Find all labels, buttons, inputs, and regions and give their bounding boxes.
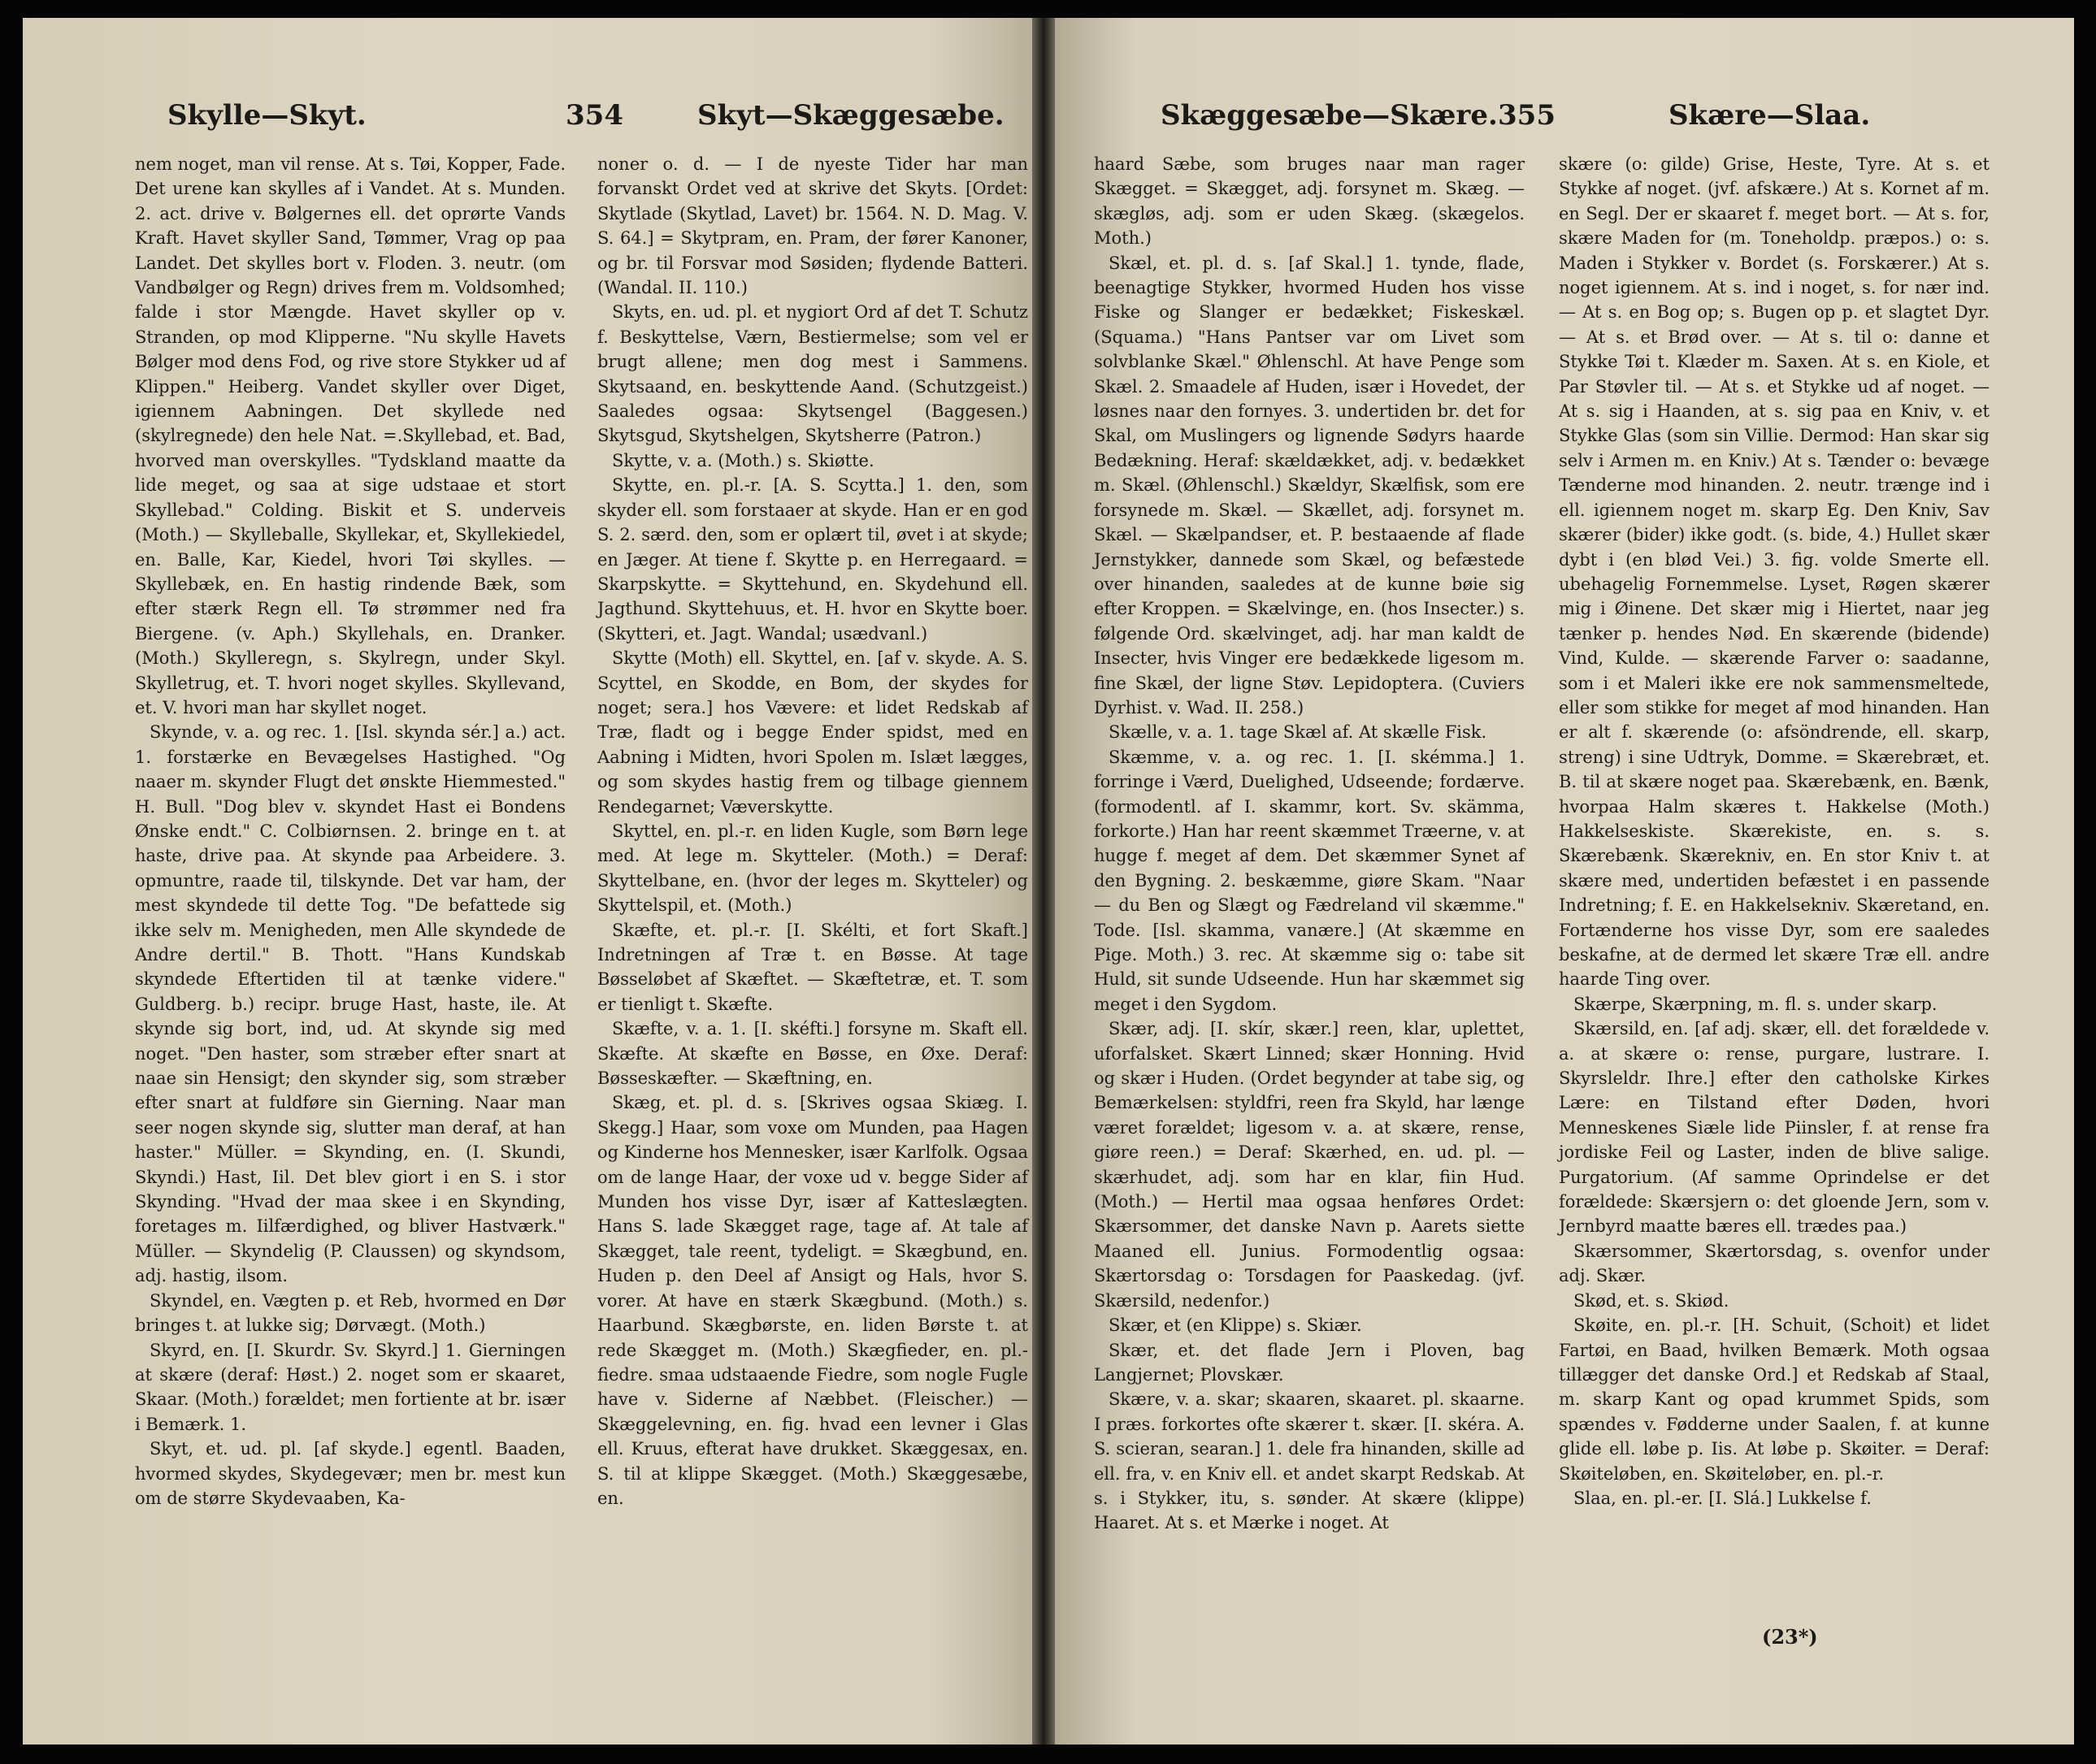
dictionary-entry: Skær, et (en Klippe) s. Skiær. (1109, 1315, 1362, 1336)
dictionary-entry: Skære, v. a. skar; skaaren, skaaret. pl. skaarne. I præs. forkortes ofte skærer t. skær. [I. skéra. A. S. scieran, searan.] 1. dele fra hinanden, skille ad ell. fra, v. en Kniv ell. et andet skarpt Redskab. At s. i Stykker, itu, s. sønder. At skære (klippe) Haaret. At s. et Mærke i noget. At (1094, 1389, 1525, 1533)
left-page-header (23, 99, 1032, 148)
dictionary-entry: Skød, et. s. Skiød. (1573, 1290, 1729, 1311)
dictionary-entry: Skærpe, Skærpning, m. fl. s. under skarp. (1573, 994, 1938, 1014)
dictionary-entry: Skytte, v. a. (Moth.) s. Skiøtte. (612, 450, 874, 470)
right-column-1 (1094, 152, 1525, 1536)
dictionary-entry: Skytte, en. pl.-r. [A. S. Scytta.] 1. den, som skyder ell. som forstaaer at skyde. Han er en god S. 2. særd. den, som er oplært til, øvet i at skyde; en Jæger. At tiene f. Skytte p. en Herregaard. = Skarpskytte. = Skyttehund, en. Skydehund ell. Jagthund. Skyttehuus, et. H. hvor en Skytte boer. (Skytteri, et. Jagt. Wandal; usædvanl.) (597, 475, 1028, 644)
signature-mark: (23*) (1762, 1625, 1818, 1649)
dictionary-entry: Skæl, et. pl. d. s. [af Skal.] 1. tynde, flade, beenagtige Stykker, hvormed Huden hos visse Fiske og Slanger er bedækket; Fiskeskæl. (Squama.) "Hans Pantser var om Livet som solvblanke Skæl." Øhlenschl. At have Penge som Skæl. 2. Smaadele af Huden, især i Hovedet, der løsnes naar den fornyes. 3. undertiden br. det for Skal, om Muslingers og lignende Sødyrs haarde Bedækning. Heraf: skældækket, adj. v. bedækket m. Skæl. (Øhlenschl.) Skældyr, Skælfisk, som ere forsynede m. Skæl. — Skællet, adj. forsynet m. Skæl. — Skælpandser, et. P. bestaaende af flade Jernstykker, dannede som Skæl, og befæstede over hinanden, saaledes at de kunne bøie sig efter Kroppen. = Skælvinge, en. (hos Insecter.) s. følgende Ord. skælvinget, adj. har man kaldt de Insecter, hvis Vinger ere bedækkede ligesom m. fine Skæl, der ligne Støv. Lepidoptera. (Cuviers Dyrhist. v. Wad. II. 258.) (1094, 253, 1525, 717)
dictionary-entry: Skyt, et. ud. pl. [af skyde.] egentl. Baaden, hvormed skydes, Skydegevær; men br. mest kun om de større Skydevaaben, Ka- (135, 1439, 566, 1508)
right-page-header (1055, 99, 2074, 148)
left-page-number: 354 (566, 99, 623, 132)
left-header-catchword-start: Skylle—Skyt. (167, 99, 367, 132)
dictionary-entry: Skytte (Moth) ell. Skyttel, en. [af v. skyde. A. S. Scyttel, en Skodde, en Bom, der skydes for noget; sera.] hos Vævere: et lidet Redskab af Træ, fladt og i begge Ender spidst, med en Aabning i Midten, hvori Spolen m. Islæt lægges, og som skydes hastig frem og tilbage giennem Rendegarnet; Væverskytte. (597, 648, 1028, 817)
left-column-1 (135, 152, 566, 1510)
dictionary-entry: Slaa, en. pl.-er. [I. Slá.] Lukkelse f. (1573, 1488, 1872, 1508)
right-header-catchword-end: Skære—Slaa. (1669, 99, 1871, 132)
dictionary-entry: Skæfte, et. pl.-r. [I. Skélti, et fort Skaft.] Indretningen af Træ t. en Bøsse. At tage Bøsseløbet af Skæftet. — Skæftetræ, et. T. som er tienligt t. Skæfte. (597, 920, 1028, 1014)
right-header-catchword-start: Skæggesæbe—Skære. (1161, 99, 1498, 132)
dictionary-entry: Skælle, v. a. 1. tage Skæl af. At skælle Fisk. (1109, 722, 1487, 743)
dictionary-entry: Skyttel, en. pl.-r. en liden Kugle, som Børn lege med. At lege m. Skytteler. (Moth.) = Deraf: Skyttelbane, en. (hvor der leges m. Skytteler) og Skyttelspil, et. (Moth.) (597, 821, 1028, 916)
dictionary-entry: Skyndel, en. Vægten p. et Reb, hvormed en Dør bringes t. at lukke sig; Dørvægt. (Moth.) (135, 1290, 566, 1336)
dictionary-entry: Skæfte, v. a. 1. [I. skéfti.] forsyne m. Skaft ell. Skæfte. At skæfte en Bøsse, en Øxe. Deraf: Bøsseskæfter. — Skæftning, en. (597, 1019, 1028, 1089)
right-page (1055, 18, 2074, 1744)
text-paragraph: haard Sæbe, som bruges naar man rager Skægget. = Skægget, adj. forsynet m. Skæg. — skægløs, adj. som er uden Skæg. (skægelos. Moth.) (1094, 154, 1525, 249)
left-header-catchword-end: Skyt—Skæggesæbe. (697, 99, 1005, 132)
book-gutter (1032, 18, 1055, 1744)
dictionary-entry: Skyts, en. ud. pl. et nygiort Ord af det T. Schutz f. Beskyttelse, Værn, Bestiermelse; som vel er brugt allene; men dog mest i Sammens. Skytsaand, en. beskyttende Aand. (Schutzgeist.) Saaledes ogsaa: Skytsengel (Baggesen.) Skytsgud, Skytshelgen, Skytsherre (Patron.) (597, 302, 1028, 446)
dictionary-entry: Skæg, et. pl. d. s. [Skrives ogsaa Skiæg. I. Skegg.] Haar, som voxe om Munden, paa Hagen og Kinderne hos Mennesker, især Karlfolk. Ogsaa om de lange Haar, der voxe ud v. begge Sider af Munden hos visse Dyr, især af Katteslægten. Hans S. lade Skægget rage, tage af. At tale af Skægget, tale reent, tydeligt. = Skægbund, en. Huden p. den Deel af Ansigt og Hals, hvor S. vorer. At have en stærk Skægbund. (Moth.) s. Haarbund. Skægbørste, en. liden Børste t. at rede Skægget m. (Moth.) Skægfieder, en. pl.-fiedre. smaa udstaaende Fiedre, som nogle Fugle have v. Siderne af Næbbet. (Fleischer.) — Skæggelevning, en. fig. hvad een levner i Glas ell. Kruus, efterat have drukket. Skæggesax, en. S. til at klippe Skægget. (Moth.) Skæggesæbe, en. (597, 1093, 1028, 1508)
text-paragraph: noner o. d. — I de nyeste Tider har man forvanskt Ordet ved at skrive det Skyts. [Ordet: Skytlade (Skytlad, Lavet) br. 1564. N. D. Mag. V. S. 64.] = Skytpram, en. Pram, der fører Kanoner, og br. til Forsvar mod Søsiden; flydende Batteri. (Wandal. II. 110.) (597, 154, 1028, 298)
right-column-2 (1559, 152, 1990, 1510)
text-paragraph: nem noget, man vil rense. At s. Tøi, Kopper, Fade. Det urene kan skylles af i Vandet. At s. Munden. 2. act. drive v. Bølgernes ell. det oprørte Vands Kraft. Havet skyller Sand, Tømmer, Vrag op paa Landet. Det skylles bort v. Floden. 3. neutr. (om Vandbølger og Regn) drives frem m. Voldsomhed; falde i stor Mængde. Havet skyller op v. Stranden, op mod Klipperne. "Nu skylle Havets Bølger mod dens Fod, og rive store Stykker ud af Klippen." Heiberg. Vandet skyller over Diget, igiennem Aabningen. Det skyllede ned (skylregnede) den hele Nat. =.Skyllebad, et. Bad, hvorved man overskylles. "Tydskland maatte da lide meget, og saa at sige udstaae et stort Skyllebad." Colding. Biskit et S. underveis (Moth.) — Skylleballe, Skyllekar, et, Skyllekiedel, en. Balle, Kar, Kiedel, hvori Tøi skylles. — Skyllebæk, en. En hastig rindende Bæk, som efter stærk Regn ell. Tø strømmer ned fra Biergene. (v. Aph.) Skyllehals, en. Dranker. (Moth.) Skylleregn, s. Skylregn, under Skyl. Skylletrug, et. T. hvori noget skylles. Skyllevand, et. V. hvori man har skyllet noget. (135, 154, 566, 717)
right-page-number: 355 (1498, 99, 1556, 132)
dictionary-entry: Skynde, v. a. og rec. 1. [Isl. skynda sér.] a.) act. 1. forstærke en Bevægelses Hastighed. "Og naaer m. skynder Flugt det ønskte Hiemmested." H. Bull. "Dog blev v. skyndet Hast ei Bondens Ønske endt." C. Colbiørnsen. 2. bringe en t. at haste, drive paa. At skynde paa Arbeidere. 3. opmuntre, raade til, tilskynde. Det var ham, der mest skyndede til dette Tog. "De befattede sig ikke selv m. Menigheden, men Alle skyndede de Andre dertil." B. Thott. "Hans Kundskab skyndede Eftertiden til at tænke videre." Guldberg. b.) recipr. bruge Hast, haste, ile. At skynde sig bort, ind, ud. At skynde sig med noget. "Den haster, som stræber efter snart at naae sin Hensigt; den skynder sig, som stræber efter snart at fuldføre sin Gierning. Naar man seer nogen skynde sig, slutter man deraf, at han haster." Müller. = Skynding, en. (I. Skundi, Skyndi.) Hast, Iil. Det blev giort i en S. i stor Skynding. "Hvad der maa skee i en Skynding, foretages m. Iilfærdighed, og bliver Hastværk." Müller. — Skyndelig (P. Claussen) og skyndsom, adj. hastig, ilsom. (135, 722, 566, 1286)
dictionary-entry: Skær, adj. [I. skír, skær.] reen, klar, uplettet, uforfalsket. Skært Linned; skær Honning. Hvid og skær i Huden. (Ordet begynder at tabe sig, og Bemærkelsen: styldfri, reen fra Skyld, har længe været forældet; ligesom v. a. at skære, rense, giøre reen.) = Deraf: Skærhed, en. ud. pl. — skærhudet, adj. som har en klar, fiin Hud. (Moth.) — Hertil maa ogsaa henføres Ordet: Skærsommer, det danske Navn p. Aarets siette Maaned ell. Junius. Formodentlig ogsaa: Skærtorsdag o: Torsdagen for Paaskedag. (jvf. Skærsild, nedenfor.) (1094, 1019, 1525, 1311)
text-paragraph: skære (o: gilde) Grise, Heste, Tyre. At s. et Stykke af noget. (jvf. afskære.) At s. Kornet af m. en Segl. Der er skaaret f. meget bort. — At s. for, skære Maden for (m. Toneholdp. præpos.) o: s. Maden i Stykker v. Bordet (s. Forskærer.) At s. noget igiennem. At s. ind i noget, s. for nær ind. — At s. en Bog op; s. Bugen op p. et slagtet Dyr. — At s. et Brød over. — At s. til o: danne et Stykke Tøi t. Klæder m. Saxen. At s. en Kiole, et Par Støvler til. — At s. et Stykke ud af noget. — At s. sig i Haanden, at s. sig paa en Kniv, v. et Stykke Glas (som sin Villie. Dermod: Han skar sig selv i Armen m. en Kniv.) At s. Tænder o: bevæge Tænderne mod hinanden. 2. neutr. trænge ind i ell. igiennem noget m. skarp Eg. Den Kniv, Sav skærer (bider) ikke godt. (s. bide, 4.) Hullet skær dybt i (en blød Vei.) 3. fig. volde Smerte ell. ubehagelig Fornemmelse. Lyset, Røgen skærer mig i Øinene. Det skær mig i Hiertet, naar jeg tænker p. hendes Nød. En skærende (bidende) Vind, Kulde. — skærende Farver o: saadanne, som i et Maleri ikke ere nok sammensmeltede, eller som stikke for meget af mod hinanden. Han er alt f. skærende (o: afsöndrende, ell. skarp, streng) i sine Udtryk, Domme. = Skærebræt, et. B. til at skære noget paa. Skærebænk, en. Bænk, hvorpaa Halm skæres t. Hakkelse (Moth.) Hakkelseskiste. Skærekiste, en. s. s. Skærebænk. Skærekniv, en. En stor Kniv t. at skære med, undertiden befæstet i en passende Indretning; f. E. en Hakkelsekniv. Skæretand, en. Fortænderne hos visse Dyr, som ere saaledes beskafne, at de dermed let skære Træ ell. andre haarde Ting over. (1559, 154, 1990, 990)
left-column-2 (597, 152, 1028, 1510)
dictionary-entry: Skæmme, v. a. og rec. 1. [I. skémma.] 1. forringe i Værd, Duelighed, Udseende; fordærve. (formodentl. af I. skammr, kort. Sv. skämma, forkorte.) Han har reent skæmmet Træerne, v. at hugge f. meget af dem. Det skæmmer Synet af den Bygning. 2. beskæmme, giøre Skam. "Naar — du Ben og Slægt og Fædreland vil skæmme." Tode. [Isl. skamma, vanære.] (At skæmme en Pige. Moth.) 3. rec. At skæmme sig o: tabe sit Huld, sit sunde Udseende. Hun har skæmmet sig meget i den Sygdom. (1094, 747, 1525, 1014)
left-page (23, 18, 1032, 1744)
dictionary-entry: Skærsommer, Skærtorsdag, s. ovenfor under adj. Skær. (1559, 1241, 1990, 1286)
dictionary-entry: Skøite, en. pl.-r. [H. Schuit, (Schoit) et lidet Fartøi, en Baad, hvilken Bemærk. Moth ogsaa tillægger det danske Ord.] et Redskab af Staal, m. skarp Kant og opad krummet Spids, som spændes v. Fødderne under Saalen, f. at kunne glide ell. løbe p. Iis. At løbe p. Skøiter. = Deraf: Skøiteløben, en. Skøiteløber, en. pl.-r. (1559, 1315, 1990, 1484)
dictionary-entry: Skyrd, en. [I. Skurdr. Sv. Skyrd.] 1. Gierningen at skære (deraf: Høst.) 2. noget som er skaaret, Skaar. (Moth.) forældet; men fortiente at br. især i Bemærk. 1. (135, 1340, 566, 1434)
dictionary-entry: Skærsild, en. [af adj. skær, ell. det forældede v. a. at skære o: rense, purgare, lustrare. I. Skyrsleldr. Ihre.] efter den catholske Kirkes Lære: en Tilstand efter Døden, hvori Menneskenes Siæle lide Piinsler, f. at rense fra jordiske Feil og Laster, inden de blive salige. Purgatorium. (Af samme Oprindelse er det forældede: Skærsjern o: det gloende Jern, som v. Jernbyrd maatte bæres ell. trædes paa.) (1559, 1019, 1990, 1237)
dictionary-entry: Skær, et. det flade Jern i Ploven, bag Langjernet; Plovskær. (1094, 1340, 1525, 1385)
